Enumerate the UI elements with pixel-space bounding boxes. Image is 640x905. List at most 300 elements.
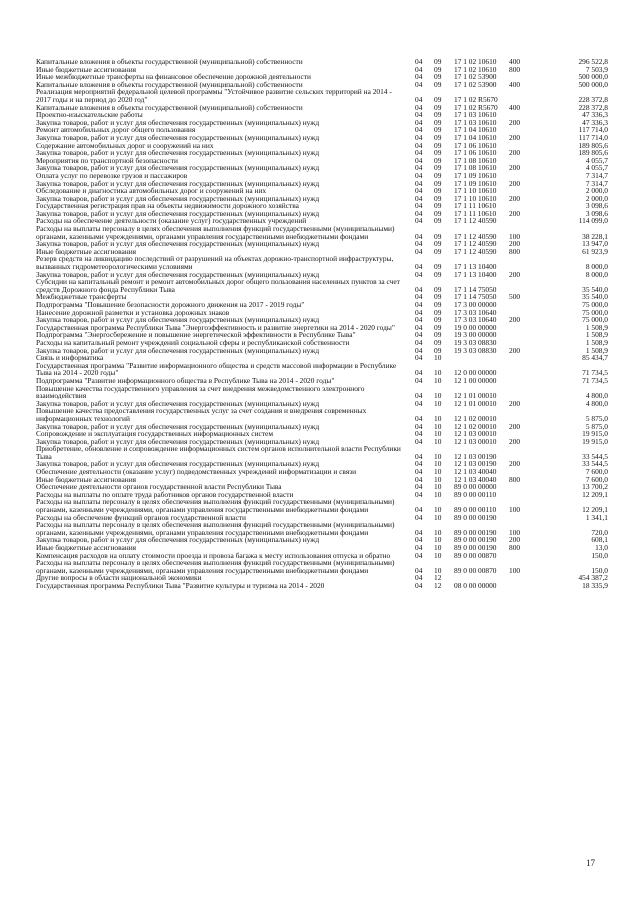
- row-target-article: 17 1 02 53900: [454, 79, 497, 89]
- row-description: Сопровождение и эксплуатация государственных информационных систем: [36, 429, 273, 439]
- table-row: [36, 362, 608, 377]
- row-section-code: 04: [415, 300, 423, 309]
- row-section-code: 04: [415, 64, 423, 74]
- row-amount: 1 508,9: [585, 337, 608, 347]
- row-target-article: 12 1 03 00190: [454, 451, 497, 461]
- row-subsection-code: 09: [434, 284, 442, 294]
- row-target-article: 12 1 03 40040: [454, 474, 497, 484]
- row-description: Субсидии на капитальный ремонт и ремонт автомобильных дорог общего пользования населенных пунктов за счет средств Дорожного фонда Республики Тыва: [36, 277, 400, 294]
- row-description: Расходы на обеспечение деятельности (оказание услуг) государственных учреждений: [36, 216, 307, 226]
- row-target-article: 89 0 00 00110: [454, 489, 497, 499]
- row-section-code: 04: [415, 482, 423, 492]
- row-description: Государственная программа Республики Тыва "Энергоэффективность и развитие энергетики на 2014 - 2020 годы": [36, 322, 395, 332]
- row-target-article: 17 1 02 10610: [454, 64, 497, 74]
- row-expense-type: 200: [509, 148, 521, 158]
- row-description: Резерв средств на ликвидацию последствий от разрушений на объектах дорожно-транспортной инфраструктуры, вызванных гидрометеорологическими условиями: [36, 254, 394, 272]
- row-subsection-code: 09: [434, 178, 442, 188]
- row-amount: 117 714,0: [578, 132, 608, 142]
- row-subsection-code: 10: [434, 391, 442, 401]
- row-target-article: 17 1 10 10610: [454, 193, 497, 203]
- table-row: [36, 385, 608, 400]
- row-subsection-code: 10: [434, 505, 442, 515]
- row-description: Расходы на выплаты по оплате труда работников органов государственной власти: [36, 489, 294, 499]
- row-target-article: 17 1 13 10400: [454, 262, 497, 272]
- row-section-code: 04: [415, 125, 423, 135]
- row-section-code: 04: [415, 345, 423, 355]
- row-description: Обследование и диагностика автомобильных дорог и сооружений на них: [36, 186, 267, 196]
- row-section-code: 04: [415, 239, 423, 249]
- row-target-article: 12 1 01 00010: [454, 398, 497, 408]
- row-description: Закупка товаров, работ и услуг для обеспечения государственных (муниципальных) нужд: [36, 208, 320, 218]
- row-section-code: 04: [415, 353, 423, 363]
- row-section-code: 04: [415, 489, 423, 499]
- row-section-code: 04: [415, 117, 423, 127]
- row-expense-type: 200: [509, 117, 521, 127]
- row-subsection-code: 09: [434, 170, 442, 180]
- row-subsection-code: 09: [434, 337, 442, 347]
- row-section-code: 04: [415, 436, 423, 446]
- row-amount: 33 544,5: [582, 451, 608, 461]
- row-description: Расходы на выплаты персоналу в целях обеспечения выполнения функций государственными (муниципальными) органами, казенными учреждениями, органами управления государственными внебюджетными фондами: [36, 558, 395, 575]
- row-description: Реализация мероприятий федеральной целевой программы "Устойчивое развитие сельских территорий на 2014 - 2017 годы и на период до 2020 год": [36, 87, 392, 104]
- row-expense-type: 100: [509, 505, 521, 515]
- row-subsection-code: 09: [434, 300, 442, 309]
- table-row: [36, 347, 608, 355]
- row-section-code: 04: [415, 262, 423, 272]
- row-section-code: 04: [415, 186, 423, 196]
- row-section-code: 04: [415, 375, 423, 385]
- row-target-article: 17 1 13 10400: [454, 269, 497, 279]
- row-target-article: 19 3 03 08830: [454, 345, 497, 355]
- row-section-code: 04: [415, 269, 423, 279]
- row-subsection-code: 10: [434, 429, 442, 439]
- row-target-article: 17 1 04 10610: [454, 132, 497, 142]
- row-section-code: 04: [415, 307, 423, 317]
- table-row: [36, 559, 608, 574]
- row-expense-type: 200: [509, 208, 521, 218]
- row-expense-type: 200: [509, 315, 521, 325]
- row-subsection-code: 09: [434, 79, 442, 89]
- row-target-article: 89 0 00 00190: [454, 512, 497, 522]
- row-subsection-code: 09: [434, 163, 442, 173]
- row-section-code: 04: [415, 474, 423, 484]
- row-subsection-code: 10: [434, 413, 442, 423]
- row-subsection-code: 09: [434, 193, 442, 203]
- row-target-article: 08 0 00 00000: [454, 580, 497, 590]
- row-description: Мероприятия по транспортной безопасности: [36, 155, 178, 165]
- row-description: Капитальные вложения в объекты государственной (муниципальной) собственности: [36, 57, 303, 66]
- row-amount: 47 336,3: [582, 117, 608, 127]
- row-target-article: 17 1 11 10610: [454, 201, 497, 211]
- row-section-code: 04: [415, 216, 423, 226]
- row-amount: 47 336,3: [582, 110, 608, 120]
- row-amount: 1 508,9: [585, 345, 608, 355]
- row-subsection-code: 10: [434, 489, 442, 499]
- row-section-code: 04: [415, 467, 423, 477]
- row-description: Расходы на выплаты персоналу в целях обеспечения выполнения функций государственными (муниципальными) органами, казенными учреждениями, органами управления государственными внебюджетными фондами: [36, 520, 395, 537]
- row-section-code: 04: [415, 527, 423, 537]
- row-target-article: 17 1 14 75050: [454, 284, 497, 294]
- row-subsection-code: 09: [434, 307, 442, 317]
- row-amount: 7 314,7: [585, 170, 608, 180]
- row-description: Государственная программа Республики Тыва "Развитие культуры и туризма на 2014 - 2020: [36, 580, 325, 590]
- row-description: Расходы на выплаты персоналу в целях обеспечения выполнения функций государственными (муниципальными) органами, казенными учреждениями, органами управления государственными внебюджетными фондами: [36, 497, 395, 515]
- row-description: Закупка товаров, работ и услуг для обеспечения государственных (муниципальных) нужд: [36, 269, 320, 279]
- row-expense-type: 400: [509, 57, 521, 66]
- row-section-code: 04: [415, 565, 423, 575]
- row-amount: 1 508,9: [585, 330, 608, 340]
- row-amount: 4 055,7: [585, 155, 608, 165]
- row-expense-type: 200: [509, 239, 521, 249]
- row-expense-type: 800: [509, 474, 521, 484]
- row-subsection-code: 09: [434, 262, 442, 272]
- table-row: [36, 88, 608, 103]
- row-subsection-code: 10: [434, 451, 442, 461]
- row-section-code: 04: [415, 79, 423, 89]
- row-section-code: 04: [415, 110, 423, 120]
- row-description: Закупка товаров, работ и услуг для обеспечения государственных (муниципальных) нужд: [36, 398, 320, 408]
- row-subsection-code: 09: [434, 148, 442, 158]
- row-subsection-code: 10: [434, 527, 442, 537]
- row-amount: 189 805,6: [578, 140, 608, 150]
- row-section-code: 04: [415, 163, 423, 173]
- row-expense-type: 200: [509, 398, 521, 408]
- row-section-code: 04: [415, 148, 423, 158]
- row-description: Приобретение, обновление и сопровождение информационных систем органов исполнительной власти Республики Тыва: [36, 444, 401, 461]
- row-description: Закупка товаров, работ и услуг для обеспечения государственных (муниципальных) нужд: [36, 163, 320, 173]
- row-target-article: 17 1 12 40590: [454, 216, 497, 226]
- budget-table: [36, 58, 608, 590]
- row-amount: 35 540,0: [582, 284, 608, 294]
- row-subsection-code: 09: [434, 102, 442, 112]
- row-subsection-code: 10: [434, 436, 442, 446]
- row-subsection-code: 10: [434, 353, 442, 363]
- row-amount: 454 387,2: [578, 573, 608, 583]
- row-amount: 7 503,9: [585, 64, 608, 74]
- row-expense-type: 400: [509, 102, 521, 112]
- table-row: [36, 225, 608, 240]
- row-amount: 33 544,5: [582, 459, 608, 469]
- row-subsection-code: 12: [434, 573, 442, 583]
- row-amount: 7 600,0: [585, 467, 608, 477]
- row-description: Закупка товаров, работ и услуг для обеспечения государственных (муниципальных) нужд: [36, 193, 320, 203]
- row-section-code: 04: [415, 102, 423, 112]
- row-amount: 7 314,7: [585, 178, 608, 188]
- row-expense-type: 200: [509, 421, 521, 431]
- row-amount: 4 800,0: [585, 391, 608, 401]
- row-target-article: 17 1 10 10610: [454, 186, 497, 196]
- row-subsection-code: 10: [434, 467, 442, 477]
- row-description: Повышение качества государственного управления за счет внедрения межведомственного электронного взаимодействия: [36, 383, 365, 401]
- row-description: Подпрограмма "Повышение безопасности дорожного движения на 2017 - 2019 годы": [36, 300, 305, 309]
- row-amount: 117 714,0: [578, 125, 608, 135]
- row-amount: 75 000,0: [582, 307, 608, 317]
- row-section-code: 04: [415, 155, 423, 165]
- row-section-code: 04: [415, 413, 423, 423]
- row-subsection-code: 09: [434, 57, 442, 66]
- row-section-code: 04: [415, 201, 423, 211]
- row-description: Закупка товаров, работ и услуг для обеспечения государственных (муниципальных) нужд: [36, 178, 320, 188]
- row-amount: 4 055,7: [585, 163, 608, 173]
- row-description: Иные бюджетные ассигнования: [36, 474, 137, 484]
- row-amount: 228 372,8: [578, 102, 608, 112]
- row-section-code: 04: [415, 535, 423, 545]
- row-subsection-code: 09: [434, 216, 442, 226]
- row-amount: 19 915,0: [582, 436, 608, 446]
- scan-edge-artifact: . . . . . . . . . . . . . . . . . . . . . . . . . . . . .: [10, 899, 153, 904]
- row-description: Нанесение дорожной разметки и установка дорожных знаков: [36, 307, 230, 317]
- row-description: Расходы на выплаты персоналу в целях обеспечения выполнения функций государственными (муниципальными) органами, казенными учреждениями, органами управления государственными внебюджетными фондами: [36, 224, 395, 241]
- row-amount: 720,0: [591, 527, 608, 537]
- row-amount: 2 000,0: [585, 193, 608, 203]
- row-description: Капитальные вложения в объекты государственной (муниципальной) собственности: [36, 79, 303, 89]
- row-description: Закупка товаров, работ и услуг для обеспечения государственных (муниципальных) нужд: [36, 315, 320, 325]
- row-section-code: 04: [415, 580, 423, 590]
- row-expense-type: 200: [509, 535, 521, 545]
- row-description: Другие вопросы в области национальной экономики: [36, 573, 202, 583]
- row-amount: 5 875,0: [585, 421, 608, 431]
- row-amount: 3 098,6: [585, 208, 608, 218]
- row-description: Иные бюджетные ассигнования: [36, 543, 137, 552]
- row-subsection-code: 09: [434, 140, 442, 150]
- row-description: Обеспечение деятельности (оказание услуг) подведомственных учреждений информатизации и связи: [36, 467, 357, 477]
- row-amount: 1 341,1: [585, 512, 608, 522]
- row-subsection-code: 09: [434, 231, 442, 241]
- row-expense-type: 200: [509, 163, 521, 173]
- row-target-article: 17 3 03 10640: [454, 307, 497, 317]
- row-target-article: 17 1 09 10610: [454, 170, 497, 180]
- row-target-article: 12 1 03 40040: [454, 467, 497, 477]
- row-subsection-code: 09: [434, 322, 442, 332]
- row-subsection-code: 09: [434, 64, 442, 74]
- row-amount: 5 875,0: [585, 413, 608, 423]
- row-target-article: 17 1 03 10610: [454, 117, 497, 127]
- row-target-article: 17 1 02 53900: [454, 72, 497, 82]
- row-target-article: 17 1 02 R5670: [454, 102, 498, 112]
- row-amount: 71 734,5: [582, 368, 608, 378]
- row-description: Повышение качества предоставления государственных услуг за счет создания и внедрения современных информационных технологий: [36, 406, 367, 423]
- row-subsection-code: 09: [434, 201, 442, 211]
- row-description: Капитальные вложения в объекты государственной (муниципальной) собственности: [36, 102, 303, 112]
- row-amount: 12 209,1: [582, 489, 608, 499]
- row-amount: 85 434,7: [582, 353, 608, 363]
- row-description: Оплата услуг по перевозке грузов и пассажиров: [36, 170, 188, 180]
- row-subsection-code: 09: [434, 239, 442, 249]
- row-expense-type: 500: [509, 292, 521, 302]
- row-target-article: 17 1 08 10610: [454, 163, 497, 173]
- row-expense-type: 800: [509, 246, 521, 256]
- row-amount: 608,1: [591, 535, 608, 545]
- table-row: [36, 278, 608, 293]
- row-description: Компенсация расходов на оплату стоимости проезда и провоза багажа к месту использования отпуска и обратно: [36, 550, 391, 560]
- row-target-article: 12 1 02 00010: [454, 421, 497, 431]
- row-description: Ремонт автомобильных дорог общего пользования: [36, 125, 196, 135]
- row-target-article: 17 1 14 75050: [454, 292, 497, 302]
- row-target-article: 17 3 03 10640: [454, 315, 497, 325]
- row-section-code: 04: [415, 57, 423, 66]
- row-target-article: 89 0 00 00000: [454, 482, 497, 492]
- row-target-article: 17 1 02 R5670: [454, 94, 498, 104]
- row-description: Подпрограмма "Энергосбережение и повышение энергетической эффективности в Республике Тыва": [36, 330, 356, 340]
- row-section-code: 04: [415, 429, 423, 439]
- row-section-code: 04: [415, 231, 423, 241]
- row-subsection-code: 10: [434, 482, 442, 492]
- row-expense-type: 200: [509, 436, 521, 446]
- row-expense-type: 200: [509, 132, 521, 142]
- row-target-article: 19 3 00 00000: [454, 330, 497, 340]
- row-target-article: 89 0 00 00190: [454, 535, 497, 545]
- row-section-code: 04: [415, 573, 423, 583]
- row-description: Иные бюджетные ассигнования: [36, 64, 137, 74]
- row-amount: 13 947,0: [582, 239, 608, 249]
- row-section-code: 04: [415, 330, 423, 340]
- row-target-article: 17 1 12 40590: [454, 231, 497, 241]
- row-subsection-code: 09: [434, 94, 442, 104]
- row-description: Иные межбюджетные трансферты на финансовое обеспечение дорожной деятельности: [36, 72, 311, 82]
- row-target-article: 89 0 00 00110: [454, 505, 497, 515]
- row-description: Закупка товаров, работ и услуг для обеспечения государственных (муниципальных) нужд: [36, 148, 320, 158]
- row-amount: 8 000,0: [585, 262, 608, 272]
- row-section-code: 04: [415, 451, 423, 461]
- row-subsection-code: 09: [434, 117, 442, 127]
- page-number: 17: [586, 858, 595, 868]
- row-description: Государственная программа "Развитие информационного общества и средств массовой информации в Республике Тыва на 2014 - 2020 годы": [36, 360, 397, 378]
- row-subsection-code: 10: [434, 459, 442, 469]
- row-target-article: 17 1 12 40590: [454, 239, 497, 249]
- row-subsection-code: 10: [434, 565, 442, 575]
- table-row: [36, 407, 608, 422]
- row-amount: 3 098,6: [585, 201, 608, 211]
- row-target-article: 17 1 09 10610: [454, 178, 497, 188]
- row-target-article: 17 1 04 10610: [454, 125, 497, 135]
- row-target-article: 89 0 00 00190: [454, 527, 497, 537]
- row-amount: 189 805,6: [578, 148, 608, 158]
- row-description: Закупка товаров, работ и услуг для обеспечения государственных (муниципальных) нужд: [36, 132, 320, 142]
- row-amount: 8 000,0: [585, 269, 608, 279]
- row-subsection-code: 09: [434, 155, 442, 165]
- row-target-article: 17 1 08 10610: [454, 155, 497, 165]
- row-target-article: 12 1 01 00010: [454, 391, 497, 401]
- row-subsection-code: 10: [434, 375, 442, 385]
- row-subsection-code: 09: [434, 345, 442, 355]
- row-section-code: 04: [415, 132, 423, 142]
- row-target-article: 12 1 03 00010: [454, 436, 497, 446]
- row-description: Закупка товаров, работ и услуг для обеспечения государственных (муниципальных) нужд: [36, 239, 320, 249]
- table-row: [36, 255, 608, 270]
- row-target-article: 89 0 00 00870: [454, 550, 497, 560]
- row-amount: 500 000,0: [578, 79, 608, 89]
- row-description: Закупка товаров, работ и услуг для обеспечения государственных (муниципальных) нужд: [36, 117, 320, 127]
- row-expense-type: 200: [509, 193, 521, 203]
- row-subsection-code: 10: [434, 550, 442, 560]
- table-row: [36, 582, 608, 590]
- row-amount: 38 228,1: [582, 231, 608, 241]
- row-description: Расходы на обеспечение функций органов государственной власти: [36, 512, 246, 522]
- row-target-article: 12 1 02 00010: [454, 413, 497, 423]
- row-target-article: 17 1 06 10610: [454, 148, 497, 158]
- row-section-code: 04: [415, 337, 423, 347]
- row-section-code: 04: [415, 284, 423, 294]
- row-amount: 18 335,9: [582, 580, 608, 590]
- row-subsection-code: 09: [434, 186, 442, 196]
- row-amount: 2 000,0: [585, 186, 608, 196]
- row-subsection-code: 10: [434, 535, 442, 545]
- row-target-article: 89 0 00 00870: [454, 565, 497, 575]
- row-description: Государственная регистрация прав на объекты недвижимости дорожного хозяйства: [36, 201, 299, 211]
- row-subsection-code: 12: [434, 580, 442, 590]
- row-amount: 150,0: [591, 550, 608, 560]
- row-amount: 7 600,0: [585, 474, 608, 484]
- row-expense-type: 100: [509, 565, 521, 575]
- row-target-article: 12 0 00 00000: [454, 368, 497, 378]
- row-amount: 114 099,0: [578, 216, 608, 226]
- row-section-code: 04: [415, 550, 423, 560]
- row-amount: 500 000,0: [578, 72, 608, 82]
- row-section-code: 04: [415, 322, 423, 332]
- row-description: Закупка товаров, работ и услуг для обеспечения государственных (муниципальных) нужд: [36, 436, 320, 446]
- row-section-code: 04: [415, 208, 423, 218]
- row-expense-type: 100: [509, 527, 521, 537]
- row-subsection-code: 10: [434, 421, 442, 431]
- row-amount: 12 209,1: [582, 505, 608, 515]
- row-amount: 296 522,8: [578, 57, 608, 66]
- row-amount: 13 700,2: [582, 482, 608, 492]
- row-description: Содержание автомобильных дорог и сооружений на них: [36, 140, 214, 150]
- row-target-article: 17 1 03 10610: [454, 110, 497, 120]
- row-target-article: 19 0 00 00000: [454, 322, 497, 332]
- row-amount: 75 000,0: [582, 300, 608, 309]
- row-target-article: 19 3 03 08830: [454, 337, 497, 347]
- row-expense-type: 200: [509, 178, 521, 188]
- row-target-article: 17 1 06 10610: [454, 140, 497, 150]
- row-description: Связь и информатика: [36, 353, 104, 363]
- row-subsection-code: 10: [434, 398, 442, 408]
- row-description: Расходы на капитальный ремонт учреждений социальной сферы и республиканской собственности: [36, 337, 350, 347]
- row-subsection-code: 10: [434, 474, 442, 484]
- row-subsection-code: 09: [434, 132, 442, 142]
- row-section-code: 04: [415, 193, 423, 203]
- row-amount: 1 508,9: [585, 322, 608, 332]
- row-subsection-code: 10: [434, 543, 442, 552]
- row-description: Иные бюджетные ассигнования: [36, 246, 137, 256]
- row-amount: 61 923,9: [582, 246, 608, 256]
- row-description: Подпрограмма "Развитие информационного общества в Республике Тыва на 2014 - 2020 годы": [36, 375, 335, 385]
- row-section-code: 04: [415, 391, 423, 401]
- row-target-article: 12 1 03 00190: [454, 459, 497, 469]
- row-section-code: 04: [415, 368, 423, 378]
- row-description: Закупка товаров, работ и услуг для обеспечения государственных (муниципальных) нужд: [36, 421, 320, 431]
- row-amount: 71 734,5: [582, 375, 608, 385]
- row-section-code: 04: [415, 94, 423, 104]
- row-amount: 228 372,8: [578, 94, 608, 104]
- table-row: [36, 445, 608, 460]
- row-section-code: 04: [415, 398, 423, 408]
- table-row: [36, 521, 608, 536]
- row-amount: 150,0: [591, 565, 608, 575]
- row-subsection-code: 09: [434, 315, 442, 325]
- row-subsection-code: 09: [434, 246, 442, 256]
- row-description: Закупка товаров, работ и услуг для обеспечения государственных (муниципальных) нужд: [36, 459, 320, 469]
- row-subsection-code: 09: [434, 110, 442, 120]
- row-target-article: 17 1 02 10610: [454, 57, 497, 66]
- row-expense-type: 800: [509, 543, 521, 552]
- row-section-code: 04: [415, 178, 423, 188]
- row-description: Проектно-изыскательские работы: [36, 110, 143, 120]
- row-description: Закупка товаров, работ и услуг для обеспечения государственных (муниципальных) нужд: [36, 535, 320, 545]
- row-amount: 13,0: [595, 543, 608, 552]
- row-subsection-code: 09: [434, 208, 442, 218]
- row-expense-type: 800: [509, 64, 521, 74]
